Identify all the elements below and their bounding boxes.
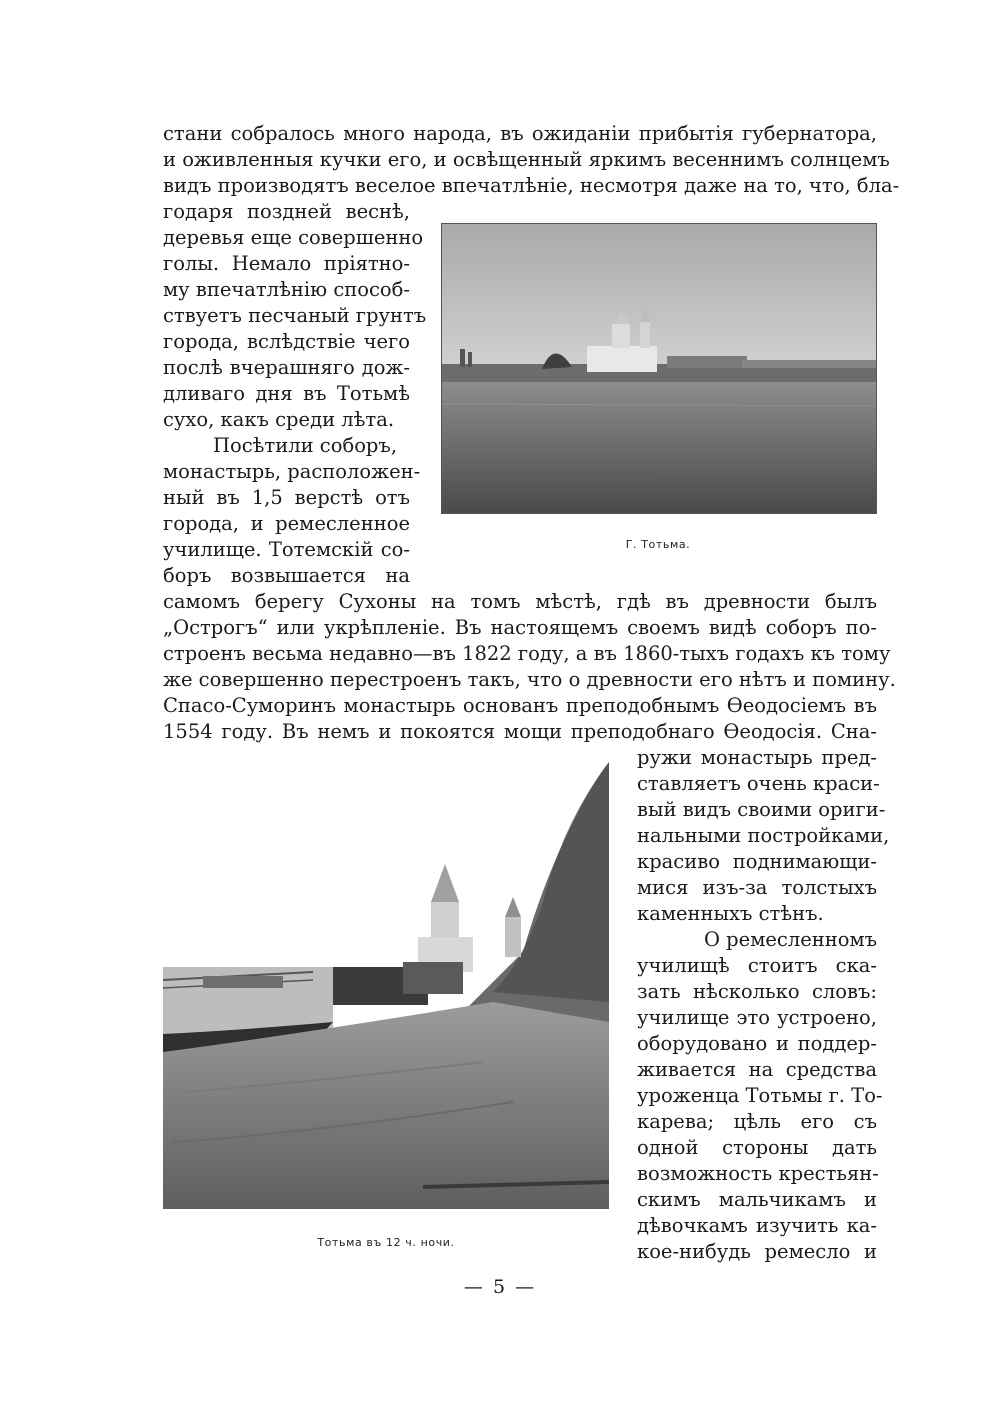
text-line: монастырь, расположен- <box>163 460 421 483</box>
text-line: О ремесленномъ <box>704 928 878 951</box>
text-line: же совершенно перестроенъ такъ, что о древности его нѣтъ и помину. <box>163 668 896 691</box>
text-line: мися изъ-за толстыхъ <box>637 876 877 899</box>
text-line: самомъ берегу Сухоны на томъ мѣстѣ, гдѣ въ древности былъ <box>163 590 877 613</box>
text-line: послѣ вчерашняго дож- <box>163 356 410 379</box>
photo-totma-river <box>441 223 877 514</box>
text-line: ный въ 1,5 верстѣ отъ <box>163 486 410 509</box>
text-line: ствуетъ песчаный грунтъ <box>163 304 427 327</box>
text-line: скимъ мальчикамъ и <box>637 1188 877 1211</box>
page-number: — 5 — <box>463 1276 537 1298</box>
text-line: каменныхъ стѣнъ. <box>637 902 824 925</box>
photo-totma-night <box>163 762 609 1209</box>
text-line: ружи монастырь пред- <box>637 746 877 769</box>
text-line: зать нѣсколько словъ: <box>637 980 877 1003</box>
text-line: карева; цѣль его съ <box>637 1110 877 1133</box>
text-line: Посѣтили соборъ, <box>213 434 398 457</box>
text-line: училищѣ стоитъ ска- <box>637 954 877 977</box>
text-line: му впечатлѣнію способ- <box>163 278 410 301</box>
text-line: возможность крестьян- <box>637 1162 879 1185</box>
text-line: красиво поднимающи- <box>637 850 877 873</box>
text-line: 1554 году. Въ немъ и покоятся мощи преподобнаго Ѳеодосія. Сна- <box>163 720 877 743</box>
text-line: уроженца Тотьмы г. То- <box>637 1084 883 1107</box>
text-line: живается на средства <box>637 1058 877 1081</box>
text-line: города, и ремесленное <box>163 512 410 535</box>
text-line: дливаго дня въ Тотьмѣ <box>163 382 410 405</box>
text-line: дѣвочкамъ изучить ка- <box>637 1214 877 1237</box>
text-line: города, вслѣдствіе чего <box>163 330 410 353</box>
text-line: сухо, какъ среди лѣта. <box>163 408 395 431</box>
text-line: нальными постройками, <box>637 824 890 847</box>
text-line: кое-нибудь ремесло и <box>637 1240 877 1263</box>
text-line: голы. Немало пріятно- <box>163 252 410 275</box>
figure-caption-top: Г. Тотьма. <box>625 538 691 551</box>
text-line: оборудовано и поддер- <box>637 1032 877 1055</box>
text-line: одной стороны дать <box>637 1136 877 1159</box>
text-line: ставляетъ очень краси- <box>637 772 880 795</box>
text-line: строенъ весьма недавно—въ 1822 году, а въ 1860-тыхъ годахъ къ тому <box>163 642 891 665</box>
text-line: видъ производятъ веселое впечатлѣніе, несмотря даже на то, что, бла- <box>163 174 900 197</box>
text-line: „Острогъ“ или укрѣпленіе. Въ настоящемъ своемъ видѣ соборъ по- <box>163 616 877 639</box>
text-line: стани собралось много народа, въ ожиданіи прибытія губернатора, <box>163 122 877 145</box>
text-line: училище это устроено, <box>637 1006 877 1029</box>
text-line: деревья еще совершенно <box>163 226 424 249</box>
text-line: вый видъ своими ориги- <box>637 798 886 821</box>
text-line: боръ возвышается на <box>163 564 410 587</box>
figure-caption-bottom: Тотьма въ 12 ч. ночи. <box>317 1236 455 1249</box>
text-line: училище. Тотемскій со- <box>163 538 410 561</box>
text-line: и оживленныя кучки его, и освѣщенный яркимъ весеннимъ солнцемъ <box>163 148 890 171</box>
text-line: Спасо-Суморинъ монастырь основанъ преподобнымъ Ѳеодосіемъ въ <box>163 694 877 717</box>
text-line: годаря поздней веснѣ, <box>163 200 410 223</box>
